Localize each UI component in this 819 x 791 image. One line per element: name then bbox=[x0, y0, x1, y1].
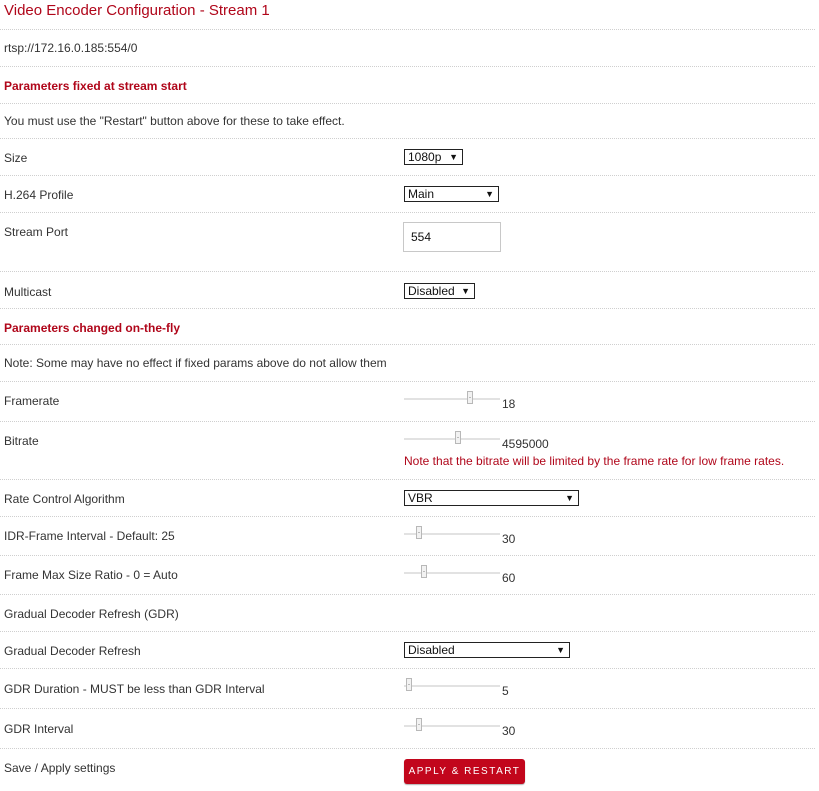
gdr-duration-slider-handle[interactable] bbox=[406, 678, 412, 691]
slider-track bbox=[404, 685, 500, 687]
gdr-duration-slider[interactable] bbox=[404, 678, 500, 694]
multicast-select-value: Disabled bbox=[408, 284, 455, 298]
frame-max-ratio-row bbox=[0, 556, 815, 595]
dropdown-arrow-icon: ▼ bbox=[485, 189, 494, 199]
dropdown-arrow-icon: ▼ bbox=[556, 645, 565, 655]
bitrate-value: 4595000 bbox=[502, 437, 549, 451]
idr-interval-label: IDR-Frame Interval - Default: 25 bbox=[4, 529, 175, 543]
port-row bbox=[0, 213, 815, 272]
fly-section-note: Note: Some may have no effect if fixed params above do not allow them bbox=[4, 356, 387, 370]
idr-interval-value: 30 bbox=[502, 532, 516, 546]
size-select-value: 1080p bbox=[408, 150, 442, 164]
dropdown-arrow-icon: ▼ bbox=[461, 286, 470, 296]
gdr-duration-label: GDR Duration - MUST be less than GDR Interval bbox=[4, 682, 265, 696]
frame-max-ratio-slider[interactable] bbox=[404, 565, 500, 581]
page-title: Video Encoder Configuration - Stream 1 bbox=[4, 2, 270, 19]
gdr-section-title: Gradual Decoder Refresh (GDR) bbox=[4, 607, 179, 621]
bitrate-warning: Note that the bitrate will be limited by the frame rate for low frame rates. bbox=[404, 454, 785, 468]
fixed-section-header bbox=[0, 67, 815, 104]
gdr-interval-label: GDR Interval bbox=[4, 722, 74, 736]
bitrate-slider-handle[interactable] bbox=[455, 431, 461, 444]
fixed-section-title: Parameters fixed at stream start bbox=[4, 79, 187, 93]
bitrate-slider[interactable] bbox=[404, 431, 500, 447]
title-row bbox=[0, 0, 815, 30]
fixed-section-note: You must use the "Restart" button above for these to take effect. bbox=[4, 114, 345, 128]
port-label: Stream Port bbox=[4, 225, 69, 239]
gdr-duration-row bbox=[0, 669, 815, 709]
gdr-label: Gradual Decoder Refresh bbox=[4, 644, 141, 658]
idr-interval-slider[interactable] bbox=[404, 526, 500, 542]
rate-control-label: Rate Control Algorithm bbox=[4, 492, 125, 506]
rate-control-select[interactable] bbox=[404, 490, 579, 506]
frame-max-ratio-value: 60 bbox=[502, 571, 516, 585]
frame-max-ratio-slider-handle[interactable] bbox=[421, 565, 427, 578]
rtsp-row bbox=[0, 30, 815, 67]
dropdown-arrow-icon: ▼ bbox=[565, 493, 574, 503]
idr-interval-slider-handle[interactable] bbox=[416, 526, 422, 539]
gdr-row bbox=[0, 632, 815, 669]
save-row bbox=[0, 749, 815, 791]
bitrate-row bbox=[0, 422, 815, 480]
slider-track bbox=[404, 438, 500, 440]
rtsp-url: rtsp://172.16.0.185:554/0 bbox=[4, 41, 138, 55]
slider-track bbox=[404, 398, 500, 400]
fly-note-row bbox=[0, 345, 815, 382]
fixed-note-row bbox=[0, 104, 815, 139]
framerate-value: 18 bbox=[502, 397, 516, 411]
rate-control-row bbox=[0, 480, 815, 517]
framerate-slider[interactable] bbox=[404, 391, 500, 407]
gdr-interval-value: 30 bbox=[502, 724, 516, 738]
gdr-select-value: Disabled bbox=[408, 643, 455, 657]
idr-interval-row bbox=[0, 517, 815, 556]
framerate-slider-handle[interactable] bbox=[467, 391, 473, 404]
dropdown-arrow-icon: ▼ bbox=[449, 152, 458, 162]
fly-section-title: Parameters changed on-the-fly bbox=[4, 321, 181, 335]
slider-track bbox=[404, 572, 500, 574]
size-label: Size bbox=[4, 151, 28, 165]
profile-row bbox=[0, 176, 815, 213]
frame-max-ratio-label: Frame Max Size Ratio - 0 = Auto bbox=[4, 568, 178, 582]
profile-select-value: Main bbox=[408, 187, 435, 201]
framerate-label: Framerate bbox=[4, 394, 60, 408]
gdr-interval-slider[interactable] bbox=[404, 718, 500, 734]
profile-select[interactable] bbox=[404, 186, 499, 202]
multicast-select[interactable] bbox=[404, 283, 475, 299]
profile-label: H.264 Profile bbox=[4, 188, 74, 202]
gdr-section-header bbox=[0, 595, 815, 632]
gdr-duration-value: 5 bbox=[502, 684, 509, 698]
bitrate-label: Bitrate bbox=[4, 434, 39, 448]
framerate-row bbox=[0, 382, 815, 422]
stream-port-input[interactable]: 554 bbox=[403, 222, 501, 252]
apply-restart-button[interactable]: APPLY & RESTART bbox=[404, 759, 525, 784]
gdr-interval-row bbox=[0, 709, 815, 749]
size-select[interactable] bbox=[404, 149, 463, 165]
gdr-select[interactable] bbox=[404, 642, 570, 658]
fly-section-header bbox=[0, 309, 815, 345]
multicast-row bbox=[0, 272, 815, 309]
multicast-label: Multicast bbox=[4, 285, 52, 299]
size-row bbox=[0, 139, 815, 176]
save-label: Save / Apply settings bbox=[4, 761, 116, 775]
rate-control-select-value: VBR bbox=[408, 491, 433, 505]
gdr-interval-slider-handle[interactable] bbox=[416, 718, 422, 731]
